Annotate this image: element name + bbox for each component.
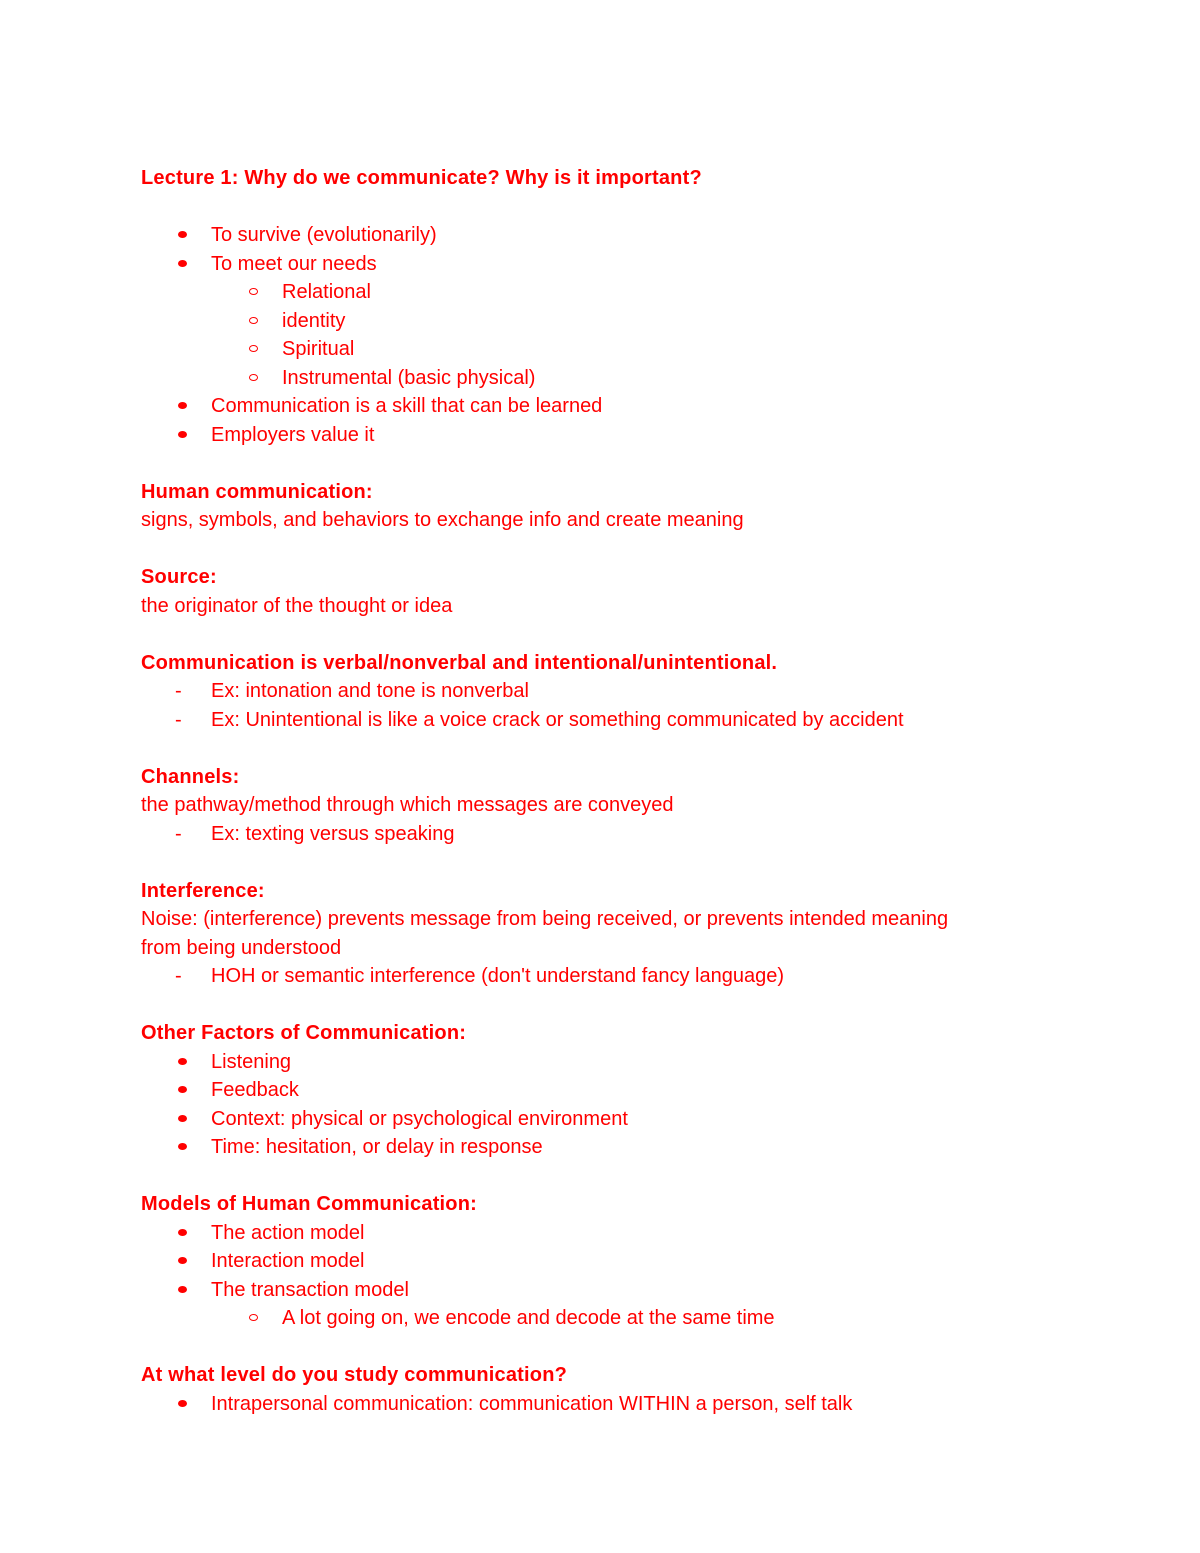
hollow-bullet-icon (249, 345, 258, 352)
section-heading: Source: (141, 566, 217, 588)
section-heading: Models of Human Communication: (141, 1193, 477, 1215)
bullet-icon (178, 1286, 187, 1293)
section-interference (141, 877, 1061, 991)
hollow-bullet-icon (249, 288, 258, 295)
list-item: - Ex: intonation and tone is nonverbal (141, 677, 1061, 706)
definition-text: the originator of the thought or idea (141, 594, 453, 617)
section-why-communicate (141, 164, 1061, 449)
section-heading: Other Factors of Communication: (141, 1022, 467, 1044)
dash-icon: - (175, 822, 182, 845)
dash-icon: - (175, 965, 182, 987)
section-models (141, 1190, 1061, 1333)
sub-list-item: identity (141, 307, 1061, 336)
section-source (141, 563, 1061, 620)
list-item: Intrapersonal communication: communication WITHIN a person, self talk (141, 1390, 1061, 1419)
sub-list-item: Instrumental (basic physical) (141, 364, 1061, 393)
section-channels (141, 763, 1061, 849)
list-item: The transaction model A lot going on, we encode and decode at the same time (141, 1276, 1061, 1333)
bullet-icon (178, 1115, 187, 1122)
list-item: Context: physical or psychological environment (141, 1105, 1061, 1134)
hollow-bullet-icon (249, 1314, 258, 1321)
document-body (141, 164, 1061, 1418)
list-item: - Ex: Unintentional is like a voice crack or something communicated by accident (141, 706, 1061, 735)
bullet-icon (178, 431, 187, 438)
bullet-icon (178, 1086, 187, 1093)
section-heading: Channels: (141, 765, 240, 788)
blank-line (141, 193, 1061, 222)
list-item: Employers value it (141, 421, 1061, 450)
sub-bullet-list (141, 1304, 1061, 1333)
sub-bullet-list (141, 278, 1061, 392)
bullet-icon (178, 231, 187, 238)
dash-icon: - (175, 680, 182, 702)
list-item: - HOH or semantic interference (don't understand fancy language) (141, 962, 1061, 991)
section-human-communication (141, 478, 1061, 535)
bullet-list (141, 1048, 1061, 1162)
definition-text: signs, symbols, and behaviors to exchange info and create meaning (141, 509, 744, 531)
list-item: - Ex: texting versus speaking (141, 820, 1061, 849)
bullet-icon (178, 1257, 187, 1264)
definition-text: from being understood (141, 936, 342, 959)
section-verbal-nonverbal (141, 649, 1061, 735)
bullet-icon (178, 1058, 187, 1065)
dash-list (141, 962, 1061, 991)
hollow-bullet-icon (249, 317, 258, 324)
sub-list-item: Spiritual (141, 335, 1061, 364)
list-item: To survive (evolutionarily) (141, 221, 1061, 250)
section-heading: Human communication: (141, 480, 373, 503)
section-heading: Interference: (141, 879, 265, 902)
sub-list-item: A lot going on, we encode and decode at the same time (141, 1304, 1061, 1333)
bullet-icon (178, 402, 187, 409)
section-heading: Communication is verbal/nonverbal and intentional/unintentional. (141, 651, 778, 674)
section-other-factors (141, 1019, 1061, 1162)
bullet-icon (178, 1229, 187, 1236)
list-item: Feedback (141, 1076, 1061, 1105)
list-item: Interaction model (141, 1247, 1061, 1276)
dash-list (141, 820, 1061, 849)
list-item: To meet our needs Relational identity Spiritual Instrumental (basic physical) (141, 250, 1061, 393)
dash-icon: - (175, 708, 182, 731)
section-levels (141, 1361, 1061, 1418)
bullet-icon (178, 1143, 187, 1150)
list-item: Listening (141, 1048, 1061, 1077)
bullet-list (141, 1390, 1061, 1419)
bullet-icon (178, 260, 187, 267)
bullet-list (141, 221, 1061, 449)
section-heading: Lecture 1: Why do we communicate? Why is it important? (141, 167, 702, 189)
definition-text: the pathway/method through which messages are conveyed (141, 794, 674, 816)
bullet-list (141, 1219, 1061, 1333)
hollow-bullet-icon (249, 374, 258, 381)
list-item: Time: hesitation, or delay in response (141, 1133, 1061, 1162)
list-item: Communication is a skill that can be learned (141, 392, 1061, 421)
section-heading: At what level do you study communication? (141, 1364, 568, 1386)
definition-text: Noise: (interference) prevents message from being received, or prevents intended meaning (141, 908, 949, 930)
list-item: The action model (141, 1219, 1061, 1248)
bullet-icon (178, 1400, 187, 1407)
dash-list (141, 677, 1061, 734)
sub-list-item: Relational (141, 278, 1061, 307)
